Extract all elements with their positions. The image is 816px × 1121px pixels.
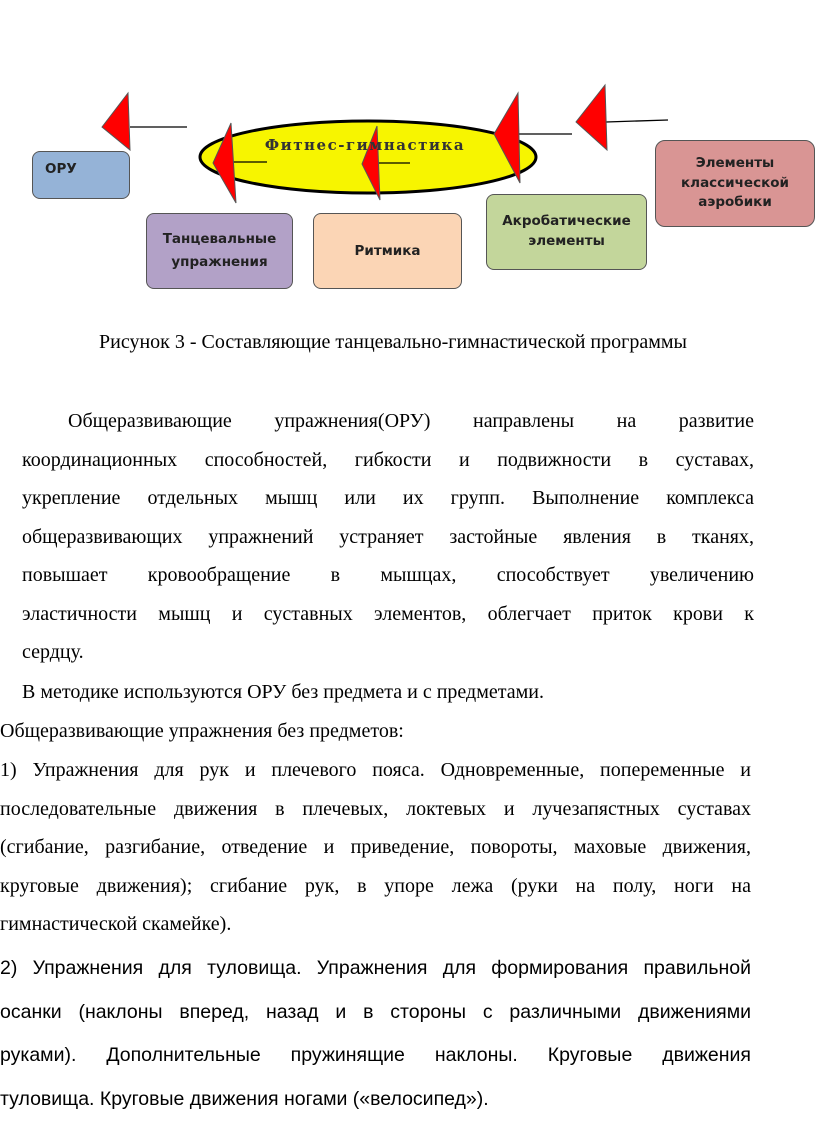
box-acrobatics-label-line1: Акробатические (502, 212, 631, 232)
figure-caption-text: Рисунок 3 - Составляющие танцевально-гимнастической программы (99, 331, 687, 353)
paragraph-line: 1) Упражнения для рук и плечевого пояса. Одновременные, попеременные и (0, 751, 751, 790)
paragraph-line: (сгибание, разгибание, отведение и приведение, повороты, маховые движения, (0, 828, 751, 867)
paragraph-oru-description (22, 402, 754, 672)
paragraph-line: укрепление отдельных мышц или их групп. Выполнение комплекса (22, 479, 754, 518)
box-aerobics-label-line3: аэробики (698, 193, 772, 213)
box-rhythm-label: Ритмика (355, 240, 421, 263)
box-dance-label-line1: Танцевальные (163, 228, 277, 251)
paragraph-subheading (0, 712, 404, 751)
box-acrobatics-label-line2: элементы (528, 232, 605, 252)
program-diagram (0, 0, 816, 300)
paragraph-line: координационных способностей, гибкости и подвижности в суставах, (22, 441, 754, 480)
box-oru-label: ОРУ (45, 158, 77, 181)
box-aerobics-label-line2: классической (681, 174, 789, 194)
arrow-head-icon (102, 93, 130, 150)
paragraph-line: 2) Упражнения для туловища. Упражнения для формирования правильной (0, 947, 751, 991)
box-dance-label-line2: упражнения (171, 251, 267, 274)
paragraph-methods (22, 673, 544, 712)
box-dance (146, 213, 293, 289)
paragraph-line: эластичности мышц и суставных элементов, облегчает приток крови к (22, 595, 754, 634)
paragraph-line: гимнастической скамейке). (0, 905, 751, 944)
paragraph-line: сердцу. (22, 633, 754, 672)
paragraph-line: общеразвивающих упражнений устраняет застойные явления в тканях, (22, 518, 754, 557)
paragraph-line: осанки (наклоны вперед, назад и в стороны с различными движениями (0, 991, 751, 1035)
paragraph-line: повышает кровообращение в мышцах, способствует увеличению (22, 556, 754, 595)
paragraph-torso-exercises (0, 947, 751, 1121)
center-ellipse-label: Фитнес-гимнастика (200, 136, 530, 154)
paragraph-line: В методике используются ОРУ без предмета и с предметами. (22, 673, 544, 712)
box-aerobics (655, 140, 815, 227)
connector-line (606, 120, 668, 122)
paragraph-line: туловища. Круговые движения ногами («велосипед»). (0, 1078, 751, 1121)
box-rhythm (313, 213, 462, 289)
paragraph-line: руками). Дополнительные пружинящие наклоны. Круговые движения (0, 1034, 751, 1078)
paragraph-line: Общеразвивающие упражнения без предметов: (0, 712, 404, 751)
box-acrobatics (486, 194, 647, 270)
arrow-head-icon (576, 85, 607, 150)
box-aerobics-label-line1: Элементы (696, 154, 775, 174)
paragraph-line: последовательные движения в плечевых, локтевых и лучезапястных суставах (0, 790, 751, 829)
paragraph-line: Общеразвивающие упражнения(ОРУ) направлены на развитие (22, 402, 754, 441)
paragraph-arm-exercises (0, 751, 751, 944)
paragraph-line: круговые движения); сгибание рук, в упоре лежа (руки на полу, ноги на (0, 867, 751, 906)
figure-caption (0, 331, 816, 354)
box-oru (32, 151, 130, 199)
